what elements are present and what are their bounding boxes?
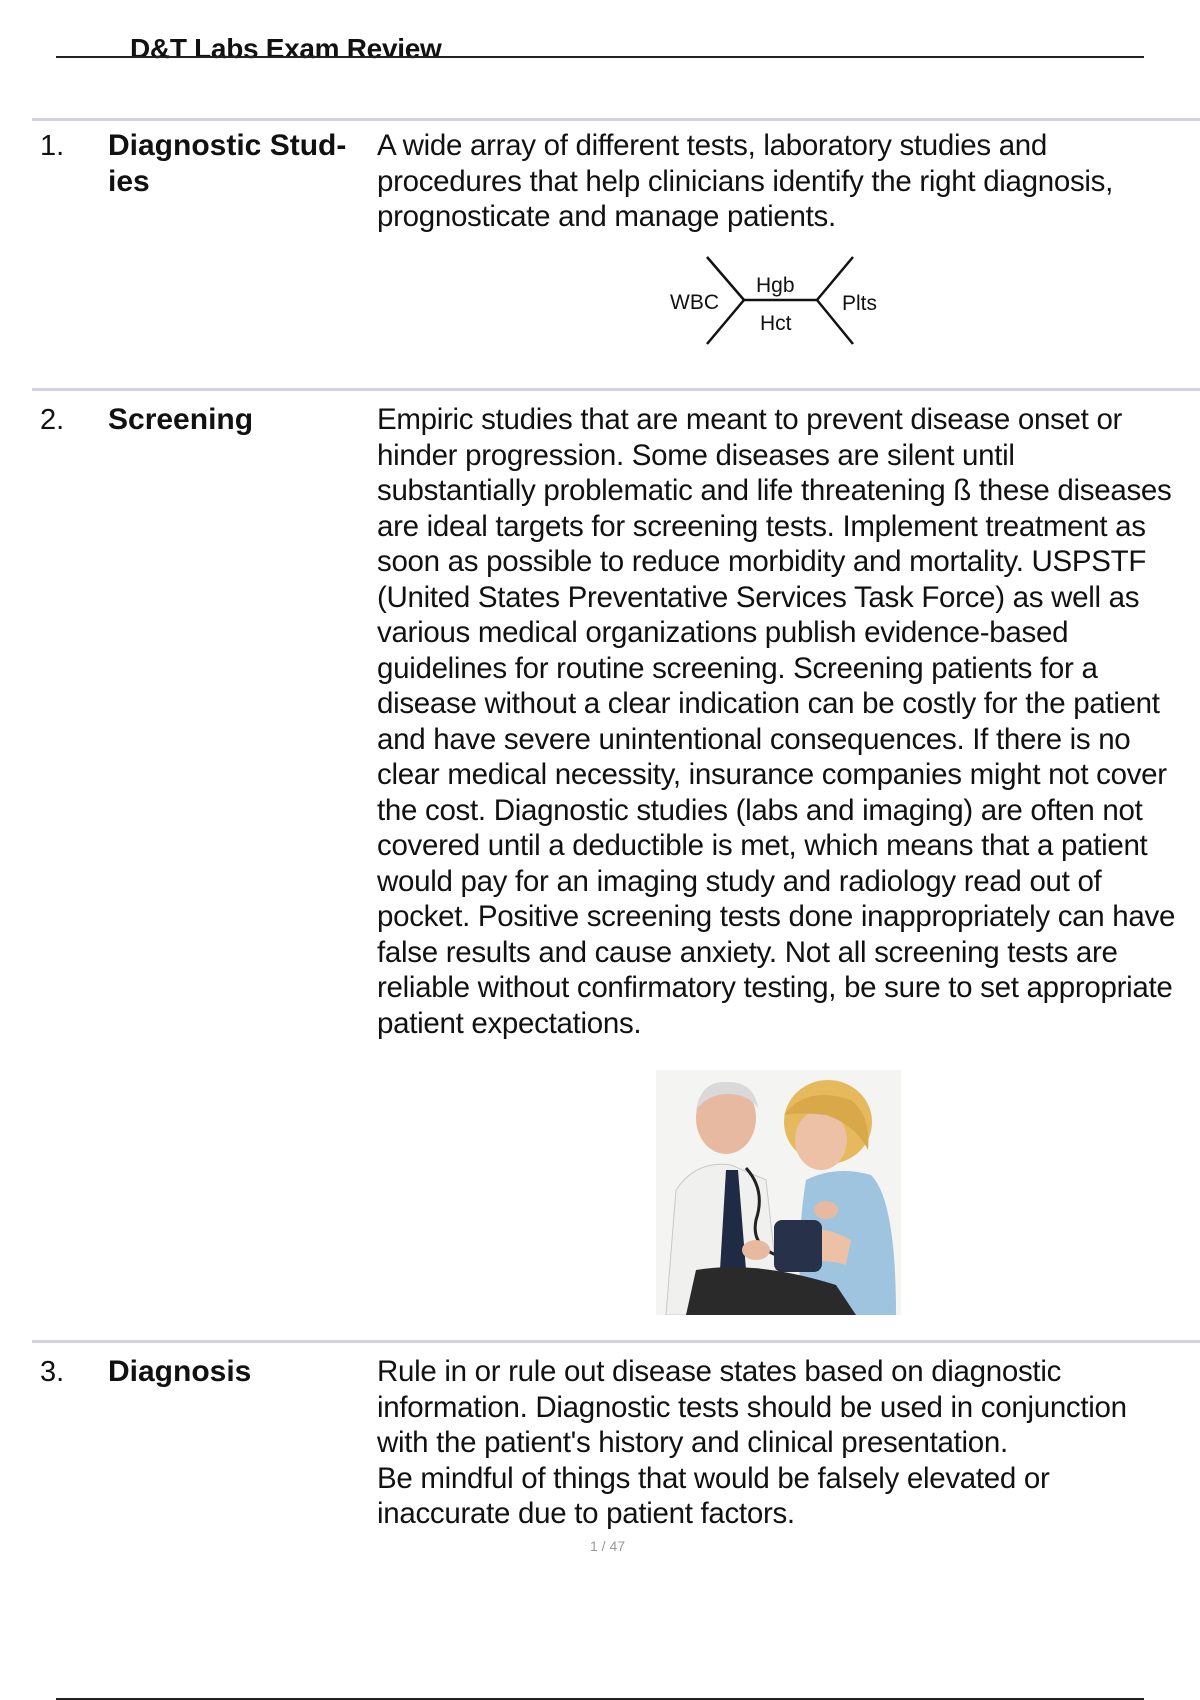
definition-paragraph: Be mindful of things that would be falsely elevated or inaccurate due to patient factors. <box>377 1461 1050 1530</box>
entry-term-line: Diagnostic Stud- <box>108 129 347 162</box>
row-divider <box>32 118 1200 121</box>
row-divider <box>32 388 1200 391</box>
definition-paragraph: Rule in or rule out disease states based on diagnostic information. Diagnostic tests should be used in conjunction with the patient's history and clinical presentation. <box>377 1355 1127 1459</box>
row-divider <box>32 1340 1200 1343</box>
title-underline <box>56 56 1144 58</box>
entry-term <box>108 128 368 200</box>
entry-number: 2. <box>40 404 65 436</box>
doctor-patient-photo <box>656 1070 901 1315</box>
document-title: D&T Labs Exam Review <box>130 33 442 64</box>
cbc-hgb-label: Hgb <box>756 274 795 297</box>
entry-number: 1. <box>40 130 65 162</box>
cbc-plts-label: Plts <box>842 292 878 315</box>
entry-definition: Empiric studies that are meant to prevent disease onset or hinder progression. Some diseases are silent until substantially problematic and life threatening ß these diseases are ideal targets for screening tests. Implement treatment as soon as possible to reduce morbidity and mortality. USPSTF (United States Preventative Services Task Force) as well as various medical organizations publish evidence-based guidelines for routine screening. Screening patients for a disease without a clear indication can be costly for the patient and have severe unintentional consequences. If there is no clear medical necessity, insurance companies might not cover the cost. Diagnostic studies (labs and imaging) are often not covered until a deductible is met, which means that a patient would pay for an imaging study and radiology read out of pocket. Positive screening tests done inappropriately can have false results and cause anxiety. Not all screening tests are reliable without confirmatory testing, be sure to set appropriate patient expectations. <box>377 403 1176 1040</box>
entry-number: 3. <box>40 1356 65 1388</box>
entry-term: Diagnosis <box>108 1355 252 1388</box>
cbc-wbc-label: WBC <box>670 291 719 314</box>
blood-pressure-check-image <box>656 1070 901 1315</box>
entry-term-line: ies <box>108 165 150 198</box>
cbc-hct-label: Hct <box>760 312 792 335</box>
entry-term: Screening <box>108 403 254 436</box>
cbc-fishbone-diagram <box>660 252 890 352</box>
page-indicator: 1 / 47 <box>590 1538 626 1554</box>
entry-definition <box>377 1354 1177 1532</box>
entry-definition: A wide array of different tests, laboratory studies and procedures that help clinicians identify the right diagnosis, prognosticate and manage patients. <box>377 129 1114 233</box>
